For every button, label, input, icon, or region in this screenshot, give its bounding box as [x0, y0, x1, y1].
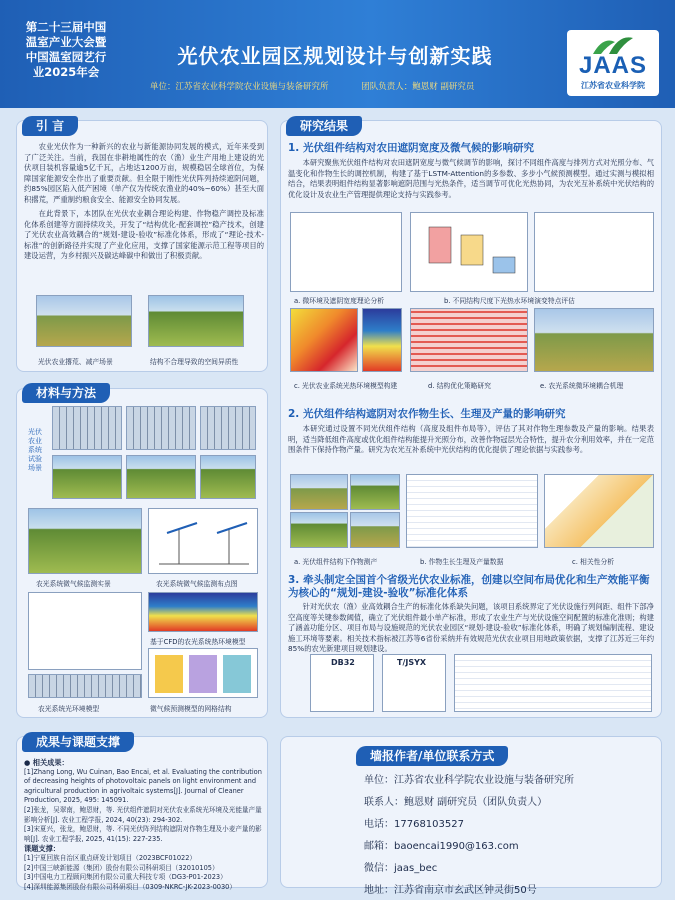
- photo-caption: 光伏农业撂荒、减产场景: [38, 358, 113, 366]
- outcomes-list: [24, 758, 264, 892]
- projects-heading: 课题支撑：: [24, 844, 60, 854]
- result3-text: 针对光伏农（渔）业高效耦合生产的标准化体系缺失问题，该项目系统界定了光伏设施行列间距、组件下部净空高度等关键参数阈值，确立了光伏组件最小单产标准，形成了农业生产与光伏设施空间配置的标准化准则；构建了涵盖功能分区、项目布局与设施规范的光伏农业园区“规划-建设-验收”标准化体系，明确了规划编制流程、建设施工环境等要素。相关技术指标被江苏等6省份采纳并有效规范光伏农业项目用地政策依据，支撑了江苏近三年约85%的农光新建项目规划建设。: [288, 602, 654, 654]
- result1-title: 1. 光伏组件结构对农田遮阴宽度及微气候的影响研究: [288, 142, 534, 154]
- trial-scene-photo: [126, 406, 196, 450]
- figure-caption: e. 农光系统微环境耦合机理: [540, 382, 624, 390]
- result3-title: 3. 牵头制定全国首个省级光伏农业标准，创建以空间布局优化和生产效能平衡为核心的“规划-建设-验收”标准化体系: [288, 574, 650, 599]
- methods-title: 材料与方法: [22, 383, 110, 403]
- mesh-structure: [148, 648, 258, 698]
- optimization-heatmap: [410, 308, 528, 372]
- logo-text: JAAS: [578, 52, 648, 79]
- project-item: [2]中国三峡新能源（集团）股份有限公司科研项目（32010105）: [24, 863, 219, 872]
- mesh-icon: [149, 649, 258, 698]
- result2-title: 2. 光伏组件结构遮阴对农作物生长、生理及产量的影响研究: [288, 408, 566, 420]
- standard-code: DB32: [331, 658, 355, 667]
- trial-scene-photo: [200, 455, 256, 499]
- standard-table: [454, 654, 652, 712]
- standard-document: [382, 654, 446, 712]
- standard-code: T/JSYX: [397, 658, 427, 667]
- reference-item: [1]Zhang Long, Wu Cuinan, Bao Encai, et al. Evaluating the contribution of decreasing heights of photovoltaic panels on light environment and agricultural production in agrivoltaic systems[J]. Journal of Cleaner Production, 2025, 495: 145091.: [24, 767, 262, 805]
- photo-caption: 农光系统微气候监测布点图: [156, 580, 238, 588]
- boxplot-icon: [411, 213, 528, 292]
- contact-unit: 单位：江苏省农业科学院农业设施与装备研究所: [364, 775, 574, 786]
- photo-caption: 基于CFD的农光系统热环境模型: [150, 638, 246, 646]
- team-leader: 团队负责人：鲍恩财 副研究员: [361, 82, 475, 92]
- conference-line: 业2025年会: [32, 65, 100, 79]
- physiology-data-table: [406, 474, 538, 548]
- correlation-matrix: [544, 474, 654, 548]
- structure-scale-figure: [534, 212, 654, 292]
- contact-info: [364, 770, 574, 900]
- photo-caption: 农光系统微气候监测实景: [36, 580, 111, 588]
- figure-caption: d. 结构优化策略研究: [428, 382, 492, 390]
- figure-caption: c. 相关性分析: [572, 558, 615, 566]
- light-env-model: [28, 674, 142, 698]
- contact-title: 墙报作者/单位联系方式: [356, 746, 508, 766]
- cfd-flowchart: [28, 592, 142, 670]
- figure-caption: a. 光伏组件结构下作物测产: [294, 558, 378, 566]
- cfd-thermal-model: [148, 592, 258, 632]
- monitoring-layout-diagram: [148, 508, 258, 574]
- project-item: [4]深圳能源集团股份有限公司科研项目（0309-NKRC-JK-2023-0030）: [24, 882, 236, 891]
- affiliation: 单位：江苏省农业科学院农业设施与装备研究所: [150, 82, 329, 92]
- affiliation-line: [150, 80, 550, 92]
- shade-theory-figure: [290, 212, 402, 292]
- intro-paragraph: 在此背景下，本团队在光伏农业耦合理论构建、作物稳产调控及标准化体系创建等方面持续攻关，开发了“结构优化-配套调控”稳产技术，创建了光伏农业高效耦合的“规划-建设-验收”标准化体系，形成了“理论-技术-标准”的创新路径并实现了产业化应用，支撑了国家能源示范工程等项目的建设运营，为乡村振兴及碳达峰碳中和做出了积极贡献。: [24, 209, 264, 261]
- trial-scene-photo: [126, 455, 196, 499]
- conference-line: 中国温室园艺行: [25, 50, 107, 64]
- thermal-model-figure: [290, 308, 358, 372]
- conference-line: 第二十三届中国: [25, 20, 107, 34]
- jaas-logo: [567, 30, 659, 96]
- layout-diagram-icon: [149, 509, 258, 574]
- photo-caption: 微气候预测模型的网格结构: [150, 705, 232, 713]
- trial-scene-photo: [52, 455, 122, 499]
- contact-wechat: 微信：jaas_bec: [364, 863, 438, 874]
- standard-document: [310, 654, 374, 712]
- scene-side-label: 光伏农业系统试验场景: [28, 428, 42, 472]
- photo-caption: 农光系统光环境模型: [38, 705, 100, 713]
- outcomes-title: 成果与课题支撑: [22, 732, 134, 752]
- poster-title: 光伏农业园区规划设计与创新实践: [177, 44, 493, 68]
- trial-scene-photo: [200, 406, 256, 450]
- thermal-model-figure: [362, 308, 402, 372]
- figure-caption: c. 光伏农业系统光热环境模型构建: [294, 382, 398, 390]
- contact-email: 邮箱：baoencai1990@163.com: [364, 841, 519, 852]
- boxplot-figure: [410, 212, 528, 292]
- project-item: [1]宁夏回族自治区重点研发计划项目（2023BCF01022）: [24, 853, 196, 862]
- photo-caption: 结构不合理导致的空间异质性: [150, 358, 239, 366]
- logo-subtext: 江苏省农业科学院: [581, 81, 645, 90]
- abandoned-field-photo: [36, 295, 132, 347]
- crop-yield-photo: [350, 512, 400, 548]
- intro-title: 引 言: [22, 116, 78, 136]
- refs-heading: ● 相关成果：: [24, 758, 69, 767]
- figure-caption: b. 不同结构尺度下光热水环境演变特点评估: [444, 297, 575, 305]
- project-item: [3]中国电力工程顾问集团有限公司重大科技专项（DG3-P01-2023）: [24, 873, 227, 882]
- conference-name: [14, 20, 118, 80]
- results-title: 研究结果: [286, 116, 362, 136]
- reference-item: [2]张龙，吴翠南，鲍恩财，等. 光伏组件遮阴对光伏农业系统光环境及光能量产量影响分析[J]. 农业工程学报, 2024, 40(23): 294-302.: [24, 805, 262, 824]
- crop-yield-photo: [350, 474, 400, 510]
- conference-line: 温室产业大会暨: [25, 35, 107, 49]
- monitoring-photo: [28, 508, 142, 574]
- intro-paragraph: 农业光伏作为一种新兴的农业与新能源协同发展的模式，近年来受到了广泛关注。当前，我国在非耕地属性的农（渔）业生产用地上建设的光伏项目装机容量逾5亿千瓦，占地达1200万亩，规模稳居全球首位，为保障国家能源安全作出了重要贡献。但全限于刚性光伏阵列持续遮阴问题，约85%园区陷入低产困境（单产仅为传统农渔业的40%~60%）甚至大面积撂荒，严重制约粮食安全、能源安全协同发展。: [24, 142, 264, 204]
- crop-yield-photo: [290, 474, 348, 510]
- reference-item: [3]宋夏兴，张龙，鲍恩财，等. 不同光伏阵列结构遮阴对作物生理及小麦产量的影响[J]. 农业工程学报, 2025, 41(15): 227-235.: [24, 825, 262, 843]
- contact-person: 联系人：鲍恩财 副研究员（团队负责人）: [364, 797, 548, 808]
- figure-caption: b. 作物生长生理及产量数据: [420, 558, 504, 566]
- crop-yield-photo: [290, 512, 348, 548]
- result2-text: 本研究通过设置不同光伏组件结构（高度及组件布局等），评估了其对作物生理参数及产量的影响。结果表明，适当降低组件高度或优化组件结构能提升光照分布，改善作物冠层光合特性，提升农分利用效率，并在一定范围条件下保持作物产量。研究为农光互补系统中光伏结构的优化提供了理论依据与实践参考。: [288, 424, 654, 455]
- contact-address: 地址：江苏省南京市玄武区钟灵街50号: [364, 885, 537, 896]
- contact-phone: 电话：17768103527: [364, 819, 464, 830]
- result1-text: 本研究聚焦光伏组件结构对农田遮阴宽度与微气候调节的影响，探讨不同组件高度与排列方式对光照分布、气温变化和作物生长的调控机制，构建了基于LSTM-Attention的多参数、多步小气候预测模型。通过实测与模拟相结合，结果表明组件结构显著影响遮阴范围与光热条件，适当调节可优化光热协同，为农光互补系统中光伏结构的优化设计及农业生产管理提供理论支持与实践参考。: [288, 158, 654, 199]
- figure-caption: a. 微环境及遮阴宽度理论分析: [294, 297, 385, 305]
- coupling-mechanism-figure: [534, 308, 654, 372]
- structure-field-photo: [148, 295, 244, 347]
- poster-header: [0, 0, 675, 108]
- trial-scene-photo: [52, 406, 122, 450]
